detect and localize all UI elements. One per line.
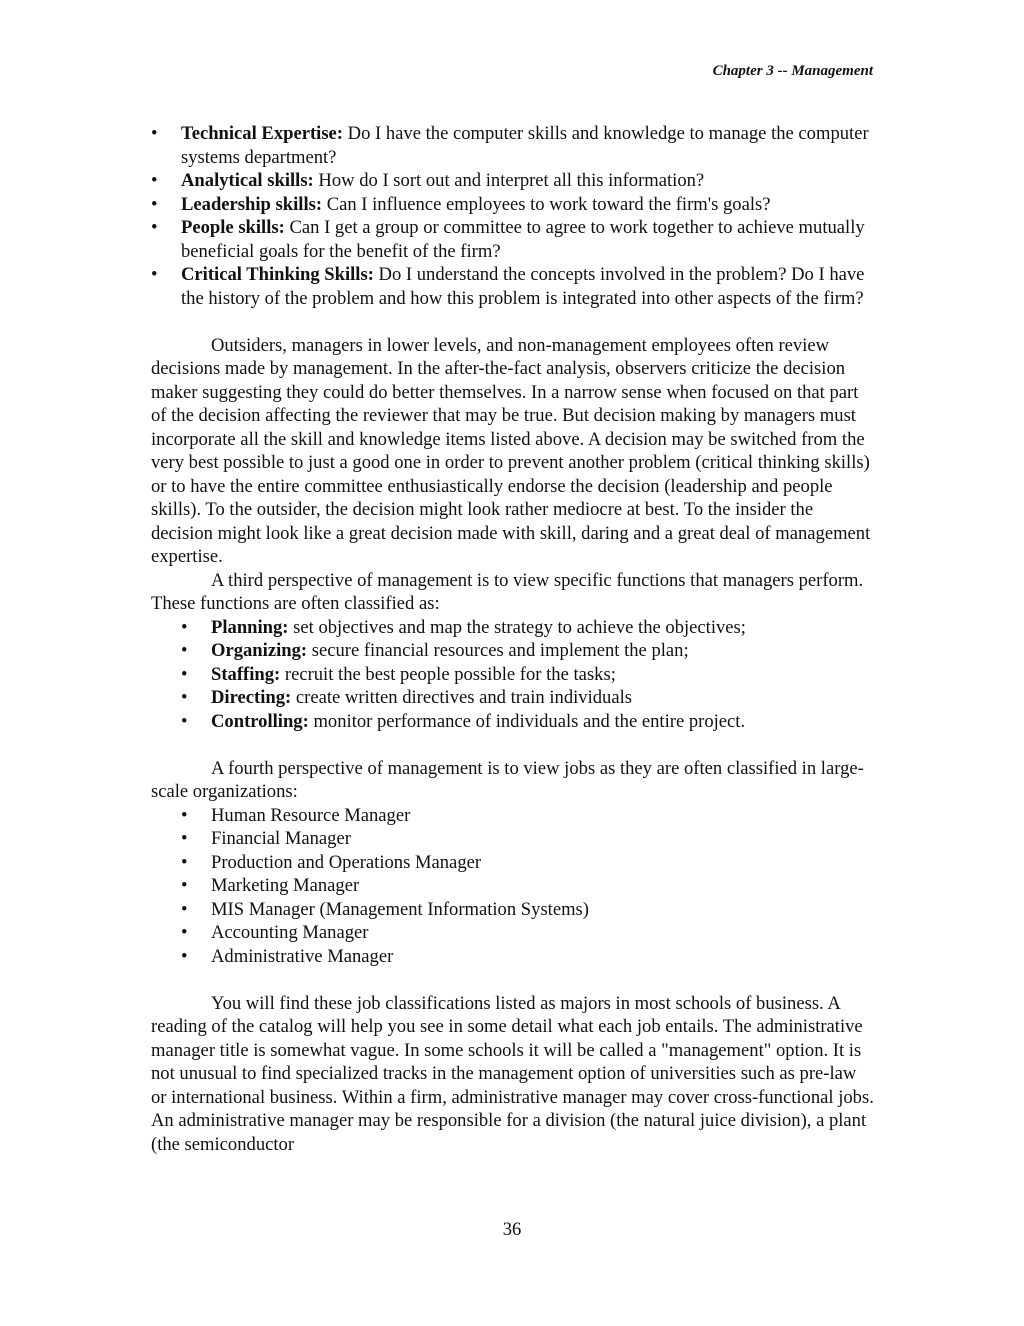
bullet-icon: •: [151, 264, 158, 285]
skill-term: Analytical skills:: [181, 170, 314, 191]
list-item: [181, 945, 875, 969]
list-item: [181, 898, 875, 922]
spacer: [151, 733, 875, 757]
job-title: Administrative Manager: [211, 945, 394, 967]
job-title: Human Resource Manager: [211, 804, 411, 826]
list-item: [181, 616, 875, 640]
skill-term: Technical Expertise:: [181, 123, 343, 144]
bullet-icon: •: [181, 710, 188, 732]
bullet-icon: •: [181, 663, 188, 685]
page-body: [151, 122, 875, 1156]
list-item: [151, 216, 875, 263]
function-text: set objectives and map the strategy to achieve the objectives;: [293, 616, 746, 638]
function-text: secure financial resources and implement the plan;: [311, 640, 689, 661]
job-title: Accounting Manager: [211, 922, 369, 943]
functions-list: [151, 616, 875, 734]
paragraph-job-classifications: You will find these job classifications listed as majors in most schools of business. A reading of the catalog will help you see in some detail what each job entails. The administrative manager title is somewhat vague. In some schools it will be called a "management" option. It is not unusual to find specialized tracks in the management option of universities such as pre-law or international business. Within a firm, administrative manager may cover cross-functional jobs. An administrative manager may be responsible for a division (the natural juice division), a plant (the semiconductor: [151, 992, 874, 1155]
function-text: create written directives and train individuals: [295, 687, 632, 708]
skill-text: How do I sort out and interpret all this information?: [318, 170, 705, 191]
bullet-icon: •: [181, 616, 188, 638]
jobs-list: [151, 804, 875, 969]
bullet-icon: •: [151, 193, 158, 215]
skill-term: Leadership skills:: [181, 193, 323, 215]
job-title: Production and Operations Manager: [211, 851, 482, 873]
list-item: [151, 169, 875, 193]
running-header: Chapter 3 -- Management: [712, 63, 873, 79]
skill-term: Critical Thinking Skills:: [181, 264, 374, 285]
paragraph-third-perspective: A third perspective of management is to view specific functions that managers perform. These functions are often classified as:: [151, 569, 864, 614]
function-term: Planning:: [211, 616, 289, 638]
function-term: Controlling:: [211, 710, 309, 732]
list-item: [181, 686, 875, 710]
skill-text: Do I have the computer skills and knowledge to manage the computer systems department?: [181, 123, 869, 168]
bullet-icon: •: [181, 945, 188, 967]
list-item: [181, 874, 875, 898]
bullet-icon: •: [181, 851, 188, 873]
list-item: [151, 193, 875, 217]
skill-text: Do I understand the concepts involved in the problem? Do I have the history of the problem and how this problem is integrated into other aspects of the firm?: [181, 264, 865, 309]
list-item: [151, 263, 875, 310]
function-term: Organizing:: [211, 640, 308, 661]
list-item: [181, 827, 875, 851]
list-item: [181, 851, 875, 875]
list-item: [181, 639, 875, 663]
function-text: monitor performance of individuals and the entire project.: [313, 710, 746, 732]
paragraph-outsiders: Outsiders, managers in lower levels, and non-management employees often review decisions made by management. In the after-the-fact analysis, observers criticize the decision maker suggesting they could do better themselves. In a narrow sense when focused on that part of the decision affecting the reviewer that may be true. But decision making by managers must incorporate all the skill and knowledge items listed above. A decision may be switched from the very best possible to just a good one in order to prevent another problem (critical thinking skills) or to have the entire committee enthusiastically endorse the decision (leadership and people skills). To the outsider, the decision might look rather mediocre at best. To the insider the decision might look like a great decision made with skill, daring and a great deal of management expertise.: [151, 334, 871, 567]
bullet-icon: •: [181, 898, 188, 920]
bullet-icon: •: [181, 922, 188, 943]
bullet-icon: •: [181, 640, 188, 661]
list-item: [181, 710, 875, 734]
function-term: Directing:: [211, 687, 292, 708]
bullet-icon: •: [151, 170, 158, 191]
skills-list: [151, 122, 875, 310]
spacer: [151, 968, 875, 992]
page-number: 36: [502, 1219, 522, 1240]
skill-text: Can I influence employees to work toward the firm's goals?: [326, 193, 771, 215]
job-title: Financial Manager: [211, 828, 351, 849]
bullet-icon: •: [181, 828, 188, 849]
list-item: [181, 921, 875, 945]
function-text: recruit the best people possible for the tasks;: [284, 663, 616, 685]
bullet-icon: •: [151, 123, 158, 144]
job-title: Marketing Manager: [211, 875, 360, 896]
spacer: [151, 310, 875, 334]
list-item: [181, 663, 875, 687]
skill-term: People skills:: [181, 217, 285, 238]
bullet-icon: •: [181, 804, 188, 826]
bullet-icon: •: [181, 687, 188, 708]
list-item: [181, 804, 875, 828]
bullet-icon: •: [181, 875, 188, 896]
function-term: Staffing:: [211, 663, 281, 685]
paragraph-fourth-perspective: A fourth perspective of management is to view jobs as they are often classified in large-scale organizations:: [151, 757, 864, 802]
skill-text: Can I get a group or committee to agree to work together to achieve mutually beneficial goals for the benefit of the firm?: [181, 217, 865, 262]
bullet-icon: •: [151, 217, 158, 238]
list-item: [151, 122, 875, 169]
job-title: MIS Manager (Management Information Systems): [211, 898, 589, 920]
